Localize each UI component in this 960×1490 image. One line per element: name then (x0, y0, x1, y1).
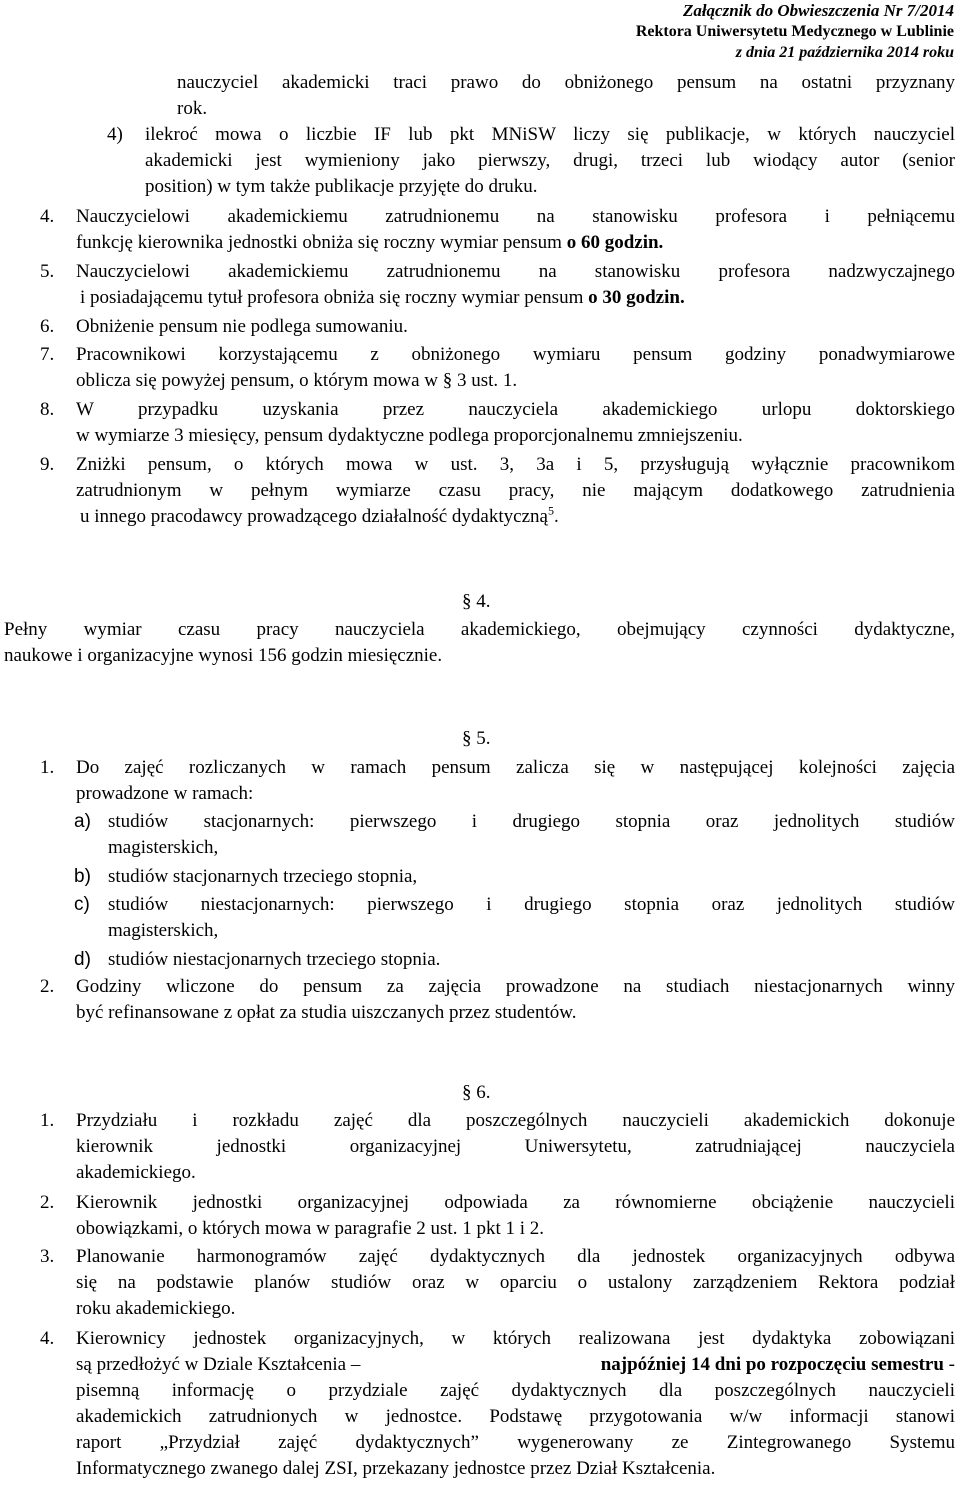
s6-item-2-line-1: Kierownik jednostki organizacyjnej odpowiada za równomierne obciążenie nauczycieli (76, 1192, 955, 1213)
s6-item-4-line-2: są przedłożyć w Dziale Kształcenia – najpóźniej 14 dni po rozpoczęciu semestru - (76, 1354, 955, 1375)
s5-item-1-line-1: Do zajęć rozliczanych w ramach pensum zalicza się w następującej kolejności zajęcia (76, 757, 955, 778)
s6-item-1-line-2: kierownik jednostki organizacyjnej Uniwersytetu, zatrudniającej nauczyciela (76, 1136, 955, 1157)
s3-item-8-line-1: W przypadku uzyskania przez nauczyciela akademickiego urlopu doktorskiego (76, 399, 955, 420)
s3-item-8-number: 8. (40, 399, 55, 420)
section-4-line-2: naukowe i organizacyjne wynosi 156 godzin miesięcznie. (4, 645, 443, 666)
section-4-heading: § 4. (462, 591, 491, 612)
section-4-line-1: Pełny wymiar czasu pracy nauczyciela akademickiego, obejmujący czynności dydaktyczne, (4, 619, 955, 640)
s3-item-7-line-1: Pracownikowi korzystającemu z obniżonego wymiaru pensum godziny ponadwymiarowe (76, 344, 955, 365)
s3-item-5-line-2: i posiadającemu tytuł profesora obniża się roczny wymiar pensum o 30 godzin. (80, 287, 685, 308)
s3-item-9-line-3: u innego pracodawcy prowadzącego działalność dydaktyczną$^5$. (80, 503, 559, 527)
s6-item-1-line-3: akademickiego. (76, 1162, 196, 1183)
s3-item-4-number: 4. (40, 206, 55, 227)
s3-item-9-line-2: zatrudnionym w pełnym wymiarze czasu pracy, nie mającym dodatkowego zatrudnienia (76, 480, 955, 501)
item-4-line-2: akademicki jest wymieniony jako pierwszy, drugi, trzeci lub wiodący autor (senior (145, 150, 955, 171)
s3-item-4-line-2: funkcję kierownika jednostki obniża się roczny wymiar pensum o 60 godzin. (76, 232, 664, 253)
s5-sub-a-line-2: magisterskich, (108, 837, 219, 858)
item-4-line-1: ilekroć mowa o liczbie IF lub pkt MNiSW liczy się publikacje, w których nauczyciel (145, 124, 955, 145)
s5-sub-c-label: c) (74, 894, 90, 915)
s5-sub-b-line-1: studiów stacjonarnych trzeciego stopnia, (108, 866, 418, 887)
s6-item-4-line-3: pisemną informację o przydziale zajęć dydaktycznych dla poszczególnych nauczycieli (76, 1380, 955, 1401)
s5-item-2-line-2: być refinansowane z opłat za studia uiszczanych przez studentów. (76, 1002, 577, 1023)
s5-sub-c-line-2: magisterskich, (108, 920, 219, 941)
header-date: z dnia 21 października 2014 roku (735, 44, 954, 61)
s5-item-1-line-2: prowadzone w ramach: (76, 783, 254, 804)
s5-sub-d-line-1: studiów niestacjonarnych trzeciego stopnia. (108, 949, 441, 970)
document-header (636, 0, 954, 63)
footnote-marker: 5 (547, 503, 554, 518)
s6-item-1-number: 1. (40, 1110, 55, 1131)
s3-item-9-line-1: Zniżki pensum, o których mowa w ust. 3, 3a i 5, przysługują wyłącznie pracownikom (76, 454, 955, 475)
s5-sub-d-label: d) (74, 949, 91, 970)
s5-sub-c-line-1: studiów niestacjonarnych: pierwszego i drugiego stopnia oraz jednolitych studiów (108, 894, 955, 915)
s6-item-2-number: 2. (40, 1192, 55, 1213)
s6-item-2-line-2: obowiązkami, o których mowa w paragrafie 2 ust. 1 pkt 1 i 2. (76, 1218, 545, 1239)
s6-item-1-line-1: Przydziału i rozkładu zajęć dla poszczególnych nauczycieli akademickich dokonuje (76, 1110, 955, 1131)
item-4-label: 4) (107, 124, 123, 145)
s5-sub-a-label: a) (74, 811, 91, 832)
s6-item-3-line-1: Planowanie harmonogramów zajęć dydaktycznych dla jednostek organizacyjnych odbywa (76, 1246, 955, 1267)
s6-item-4-number: 4. (40, 1328, 55, 1349)
section-6-heading: § 6. (462, 1082, 491, 1103)
continuation-rok: rok. (177, 98, 208, 119)
section-5-heading: § 5. (462, 728, 491, 749)
s5-item-2-line-1: Godziny wliczone do pensum za zajęcia prowadzone na studiach niestacjonarnych winny (76, 976, 955, 997)
s6-item-4-line-5: raport „Przydział zajęć dydaktycznych” wygenerowany ze Zintegrowanego Systemu (76, 1432, 955, 1453)
s3-item-7-number: 7. (40, 344, 55, 365)
s6-item-4-line-1: Kierownicy jednostek organizacyjnych, w których realizowana jest dydaktyka zobowiązani (76, 1328, 955, 1349)
s6-item-4-line-6: Informatycznego zwanego dalej ZSI, przekazany jednostce przez Dział Kształcenia. (76, 1458, 716, 1479)
s6-item-3-line-3: roku akademickiego. (76, 1298, 236, 1319)
s3-item-5-number: 5. (40, 261, 55, 282)
s6-item-3-number: 3. (40, 1246, 55, 1267)
deadline-emphasis: najpóźniej 14 dni po rozpoczęciu semestru (600, 1354, 944, 1375)
s3-item-6-line-1: Obniżenie pensum nie podlega sumowaniu. (76, 316, 408, 337)
s3-item-9-number: 9. (40, 454, 55, 475)
item-4-line-3: position) w tym także publikacje przyjęte do druku. (145, 176, 538, 197)
s5-item-1-number: 1. (40, 757, 55, 778)
s3-item-4-line-1: Nauczycielowi akademickiemu zatrudnionemu na stanowisku profesora i pełniącemu (76, 206, 955, 227)
s5-item-2-number: 2. (40, 976, 55, 997)
s3-item-6-number: 6. (40, 316, 55, 337)
s3-item-5-line-1: Nauczycielowi akademickiemu zatrudnionemu na stanowisku profesora nadzwyczajnego (76, 261, 955, 282)
header-rector: Rektora Uniwersytetu Medycznego w Lublinie (635, 23, 954, 40)
s5-sub-b-label: b) (74, 866, 91, 887)
continuation-line: nauczyciel akademicki traci prawo do obniżonego pensum na ostatni przyznany (177, 72, 955, 93)
s3-item-7-line-2: oblicza się powyżej pensum, o którym mowa w § 3 ust. 1. (76, 370, 518, 391)
s5-sub-a-line-1: studiów stacjonarnych: pierwszego i drugiego stopnia oraz jednolitych studiów (108, 811, 955, 832)
s6-item-3-line-2: się na podstawie planów studiów oraz w oparciu o ustalony zarządzeniem Rektora podział (76, 1272, 955, 1293)
s3-item-8-line-2: w wymiarze 3 miesięcy, pensum dydaktyczne podlega proporcjonalnemu zmniejszeniu. (76, 425, 743, 446)
s6-item-4-line-4: akademickich zatrudnionych w jednostce. Podstawę przygotowania w/w informacji stanowi (76, 1406, 955, 1427)
header-annex-title: Załącznik do Obwieszczenia Nr 7/2014 (682, 1, 954, 20)
